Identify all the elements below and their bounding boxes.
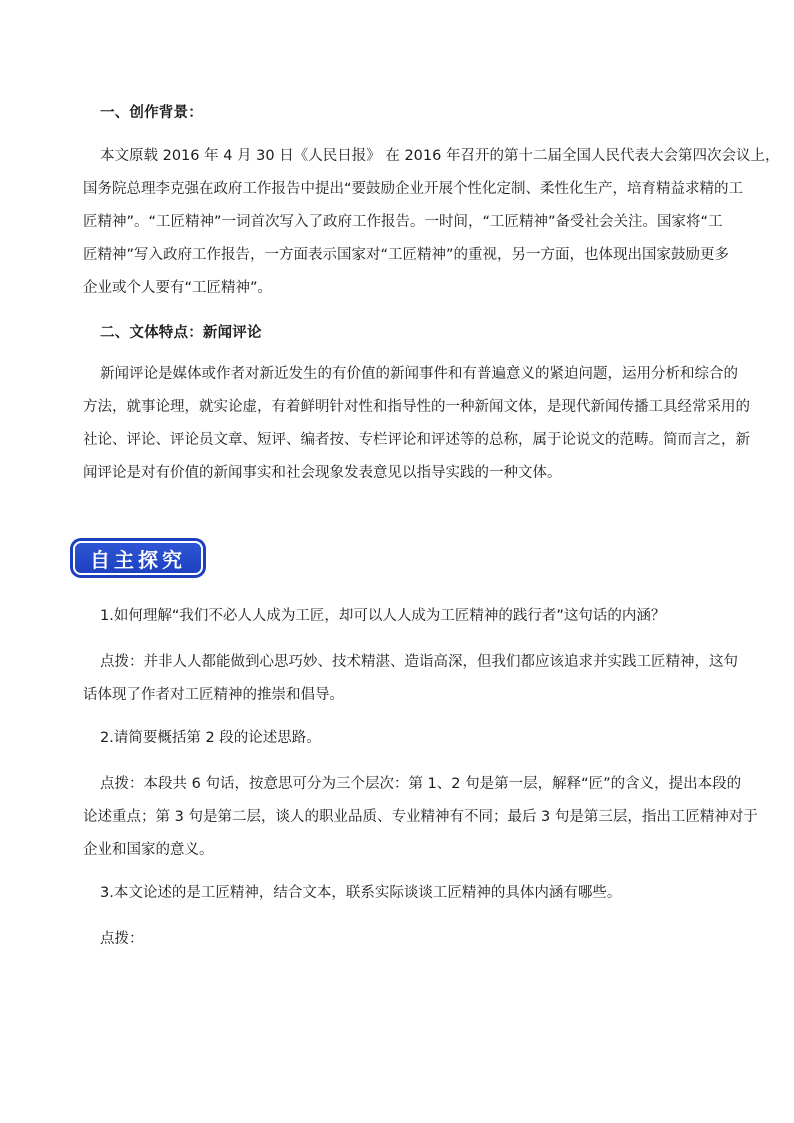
answer-2 xyxy=(83,768,758,867)
answer-line: 点拨：本段共 6 句话，按意思可分为三个层次：第 1、2 句是第一层，解释“匠”的含义，提出本段的 xyxy=(100,776,742,792)
question-text: 2.请简要概括第 2 段的论述思路。 xyxy=(100,730,321,746)
answer-1 xyxy=(83,646,738,712)
answer-line: 企业和国家的意义。 xyxy=(83,842,214,858)
section-heading-background: 一、创作背景： xyxy=(100,105,203,121)
genre-paragraph xyxy=(83,358,750,490)
paragraph-line: 匠精神”。“工匠精神”一词首次写入了政府工作报告。一时间，“工匠精神”备受社会关注。国家将“工 xyxy=(83,214,723,230)
self-study-banner xyxy=(73,541,203,575)
banner-label: 自主探究 xyxy=(90,547,186,572)
answer-line: 点拨： xyxy=(100,931,144,947)
background-paragraph xyxy=(83,140,780,305)
paragraph-line: 社论、评论、评论员文章、短评、编者按、专栏评论和评述等的总称，属于论说文的范畴。简而言之，新 xyxy=(83,432,750,448)
question-text: 3.本文论述的是工匠精神，结合文本，联系实际谈谈工匠精神的具体内涵有哪些。 xyxy=(100,885,622,901)
question-2 xyxy=(100,722,730,755)
answer-line: 论述重点；第 3 句是第二层，谈人的职业品质、专业精神有不同；最后 3 句是第三层，指出工匠精神对于 xyxy=(83,809,758,825)
paragraph-line: 企业或个人要有“工匠精神”。 xyxy=(83,280,273,296)
paragraph-line: 本文原载 2016 年 4 月 30 日《人民日报》 在 2016 年召开的第十二届全国人民代表大会第四次会议上， xyxy=(100,148,780,164)
paragraph-line: 新闻评论是媒体或作者对新近发生的有价值的新闻事件和有普遍意义的紧迫问题，运用分析和综合的 xyxy=(100,366,738,382)
section-heading-genre: 二、文体特点：新闻评论 xyxy=(100,325,262,341)
answer-3 xyxy=(100,923,730,956)
paragraph-line: 匠精神”写入政府工作报告，一方面表示国家对“工匠精神”的重视，另一方面，也体现出国家鼓励更多 xyxy=(83,247,730,263)
paragraph-line: 闻评论是对有价值的新闻事实和社会现象发表意见以指导实践的一种文体。 xyxy=(83,465,562,481)
answer-line: 点拨：并非人人都能做到心思巧妙、技术精湛、造诣高深，但我们都应该追求并实践工匠精神，这句 xyxy=(100,654,738,670)
answer-line: 话体现了作者对工匠精神的推崇和倡导。 xyxy=(83,687,344,703)
question-text: 1.如何理解“我们不必人人成为工匠，却可以人人成为工匠精神的践行者”这句话的内涵？ xyxy=(100,608,666,624)
question-1 xyxy=(100,600,730,633)
paragraph-line: 国务院总理李克强在政府工作报告中提出“要鼓励企业开展个性化定制、柔性化生产，培育精益求精的工 xyxy=(83,181,744,197)
question-3 xyxy=(100,877,730,910)
paragraph-line: 方法，就事论理，就实论虚，有着鲜明针对性和指导性的一种新闻文体，是现代新闻传播工具经常采用的 xyxy=(83,399,750,415)
